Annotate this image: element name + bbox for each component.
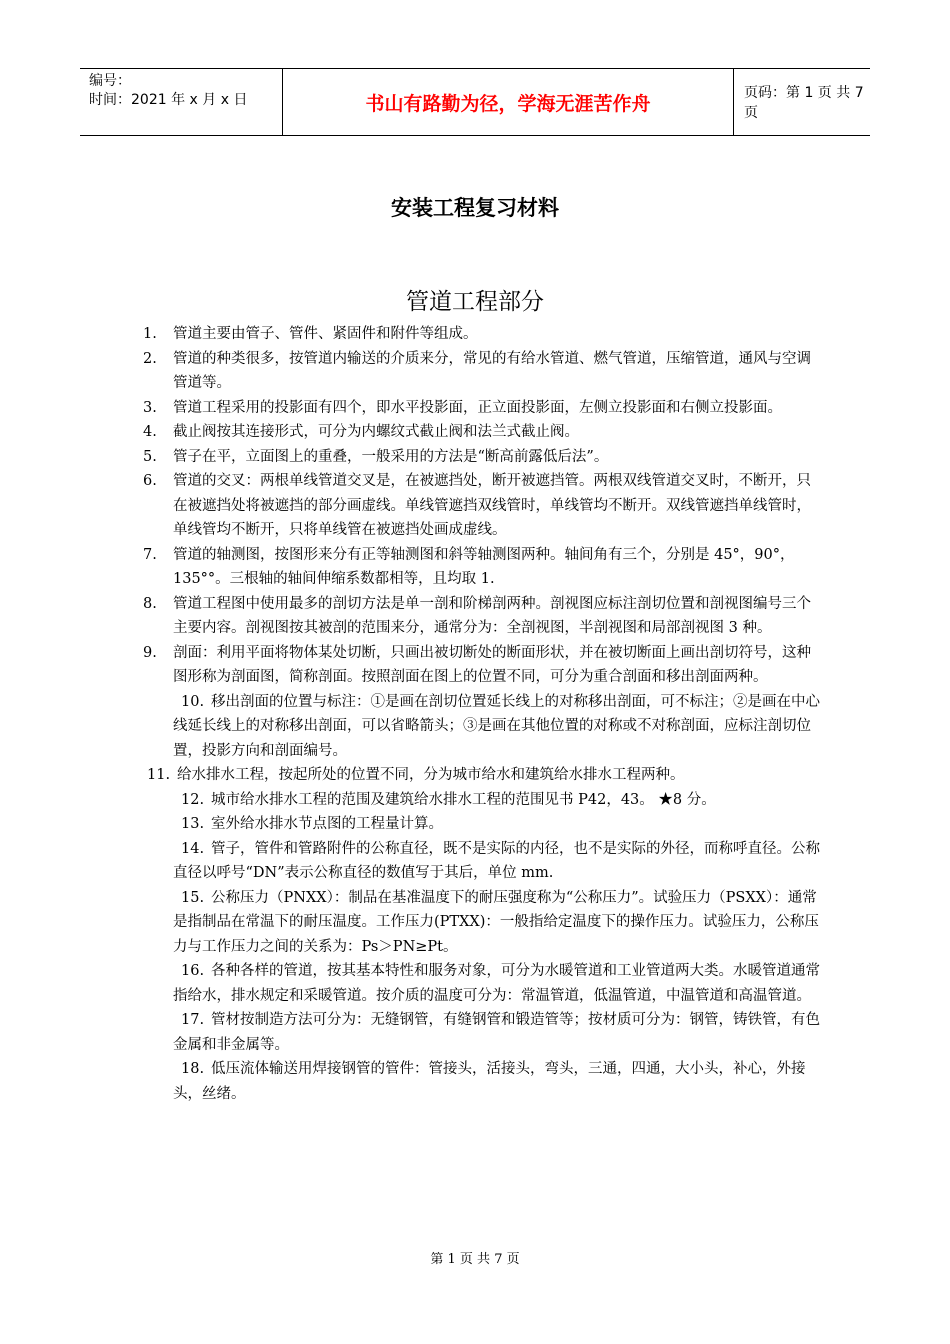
item-number: 1. <box>143 326 157 342</box>
item-text: 管子，管件和管路附件的公称直径，既不是实际的内径，也不是实际的外径，而称呼直径。公称直径以呼号“DN”表示公称直径的数值写于其后，单位 mm. <box>173 840 820 881</box>
item-number: 14. <box>181 840 205 857</box>
item-text: 截止阀按其连接形式，可分为内螺纹式截止阀和法兰式截止阀。 <box>173 424 579 440</box>
list-item <box>143 837 823 886</box>
code-label: 编号： <box>89 73 131 89</box>
list-item <box>143 420 823 445</box>
list-item <box>143 788 823 813</box>
item-number: 11. <box>147 767 171 783</box>
item-number: 5. <box>143 448 157 465</box>
item-number: 8. <box>143 595 157 612</box>
item-text: 管道的轴测图，按图形来分有正等轴测图和斜等轴测图两种。轴间角有三个，分别是 45°，90°，135°°。三根轴的轴间伸缩系数都相等，且均取 1. <box>173 546 795 587</box>
list-item <box>143 445 823 470</box>
item-number: 7. <box>143 546 157 563</box>
list-item <box>143 1057 823 1106</box>
item-number: 16. <box>181 963 205 979</box>
item-text: 管子在平，立面图上的重叠，一般采用的方法是“断高前露低后法”。 <box>173 448 609 465</box>
list-item <box>143 347 823 396</box>
list-item <box>143 812 823 837</box>
item-text: 管道工程采用的投影面有四个，即水平投影面，正立面投影面，左侧立投影面和右侧立投影面。 <box>173 399 782 416</box>
item-number: 15. <box>181 889 205 906</box>
section-title: 管道工程部分 <box>406 289 544 315</box>
item-text: 管道主要由管子、管件、紧固件和附件等组成。 <box>173 326 478 342</box>
list-item <box>143 690 823 764</box>
item-number: 2. <box>143 350 157 367</box>
item-text: 低压流体输送用焊接钢管的管件：管接头，活接头，弯头，三通，四通，大小头，补心，外接头，丝绪。 <box>173 1061 806 1102</box>
item-number: 6. <box>143 473 157 489</box>
list-item <box>143 543 823 592</box>
list-item <box>143 322 823 347</box>
item-text: 移出剖面的位置与标注：①是画在剖切位置延长线上的对称移出剖面，可不标注；②是画在中心线延长线上的对称移出剖面，可以省略箭头；③是画在其他位置的对称或不对称剖面，应标注剖切位置，投影方向和剖面编号。 <box>173 693 820 759</box>
item-text: 管道的交叉：两根单线管道交叉是，在被遮挡处，断开被遮挡管。两根双线管道交叉时，不断开，只在被遮挡处将被遮挡的部分画虚线。单线管遮挡双线管时，单线管均不断开。双线管遮挡单线管时，单线管均不断开，只将单线管在被遮挡处画成虚线。 <box>173 473 811 538</box>
list-item <box>143 592 823 641</box>
item-number: 9. <box>143 644 157 661</box>
item-number: 17. <box>181 1012 205 1028</box>
item-text: 管道的种类很多，按管道内输送的介质来分，常见的有给水管道、燃气管道，压缩管道，通风与空调管道等。 <box>173 350 811 391</box>
item-text: 管材按制造方法可分为：无缝钢管，有缝钢管和锻造管等；按材质可分为：钢管，铸铁管，有色金属和非金属等。 <box>173 1012 820 1053</box>
list-item <box>143 396 823 421</box>
item-text: 管道工程图中使用最多的剖切方法是单一剖和阶梯剖两种。剖视图应标注剖切位置和剖视图编号三个主要内容。剖视图按其被剖的范围来分，通常分为：全剖视图，半剖视图和局部剖视图 3 种。 <box>173 595 811 636</box>
item-number: 12. <box>181 791 205 808</box>
time-label: 时间：2021 年 x 月 x 日 <box>89 92 248 108</box>
item-text: 室外给水排水节点图的工程量计算。 <box>211 816 443 832</box>
item-list <box>143 322 823 1106</box>
item-text: 各种各样的管道，按其基本特性和服务对象，可分为水暖管道和工业管道两大类。水暖管道通常指给水，排水规定和采暖管道。按介质的温度可分为：常温管道，低温管道，中温管道和高温管道。 <box>173 963 820 1004</box>
item-text: 城市给水排水工程的范围及建筑给水排水工程的范围见书 P42，43。 ★8 分。 <box>211 791 716 808</box>
document-title: 安装工程复习材料 <box>391 196 559 220</box>
item-number: 4. <box>143 424 157 440</box>
page-footer: 第 1 页 共 7 页 <box>430 1252 520 1267</box>
header-info-cell <box>80 69 282 135</box>
page-code: 页码：第 1 页 共 7 页 <box>744 85 864 121</box>
item-number: 3. <box>143 399 157 416</box>
header-table <box>80 68 870 136</box>
list-item <box>143 641 823 690</box>
item-text: 给水排水工程，按起所处的位置不同，分为城市给水和建筑给水排水工程两种。 <box>177 767 685 783</box>
list-item <box>143 763 823 788</box>
list-item <box>143 1008 823 1057</box>
item-number: 13. <box>181 816 205 832</box>
list-item <box>143 886 823 960</box>
item-number: 10. <box>181 693 205 710</box>
motto: 书山有路勤为径，学海无涯苦作舟 <box>282 69 734 135</box>
item-text: 剖面：利用平面将物体某处切断，只画出被切断处的断面形状，并在被切断面上画出剖切符号，这种图形称为剖面图，简称剖面。按照剖面在图上的位置不同，可分为重合剖面和移出剖面两种。 <box>173 644 811 685</box>
item-text: 公称压力（PNXX）：制品在基准温度下的耐压强度称为“公称压力”。试验压力（PSXX）：通常是指制品在常温下的耐压温度。工作压力(PTXX)：一般指给定温度下的操作压力。试验压力，公称压力与工作压力之间的关系为：Ps＞PN≥Pt。 <box>173 889 819 955</box>
list-item <box>143 959 823 1008</box>
list-item <box>143 469 823 543</box>
item-number: 18. <box>181 1061 205 1077</box>
